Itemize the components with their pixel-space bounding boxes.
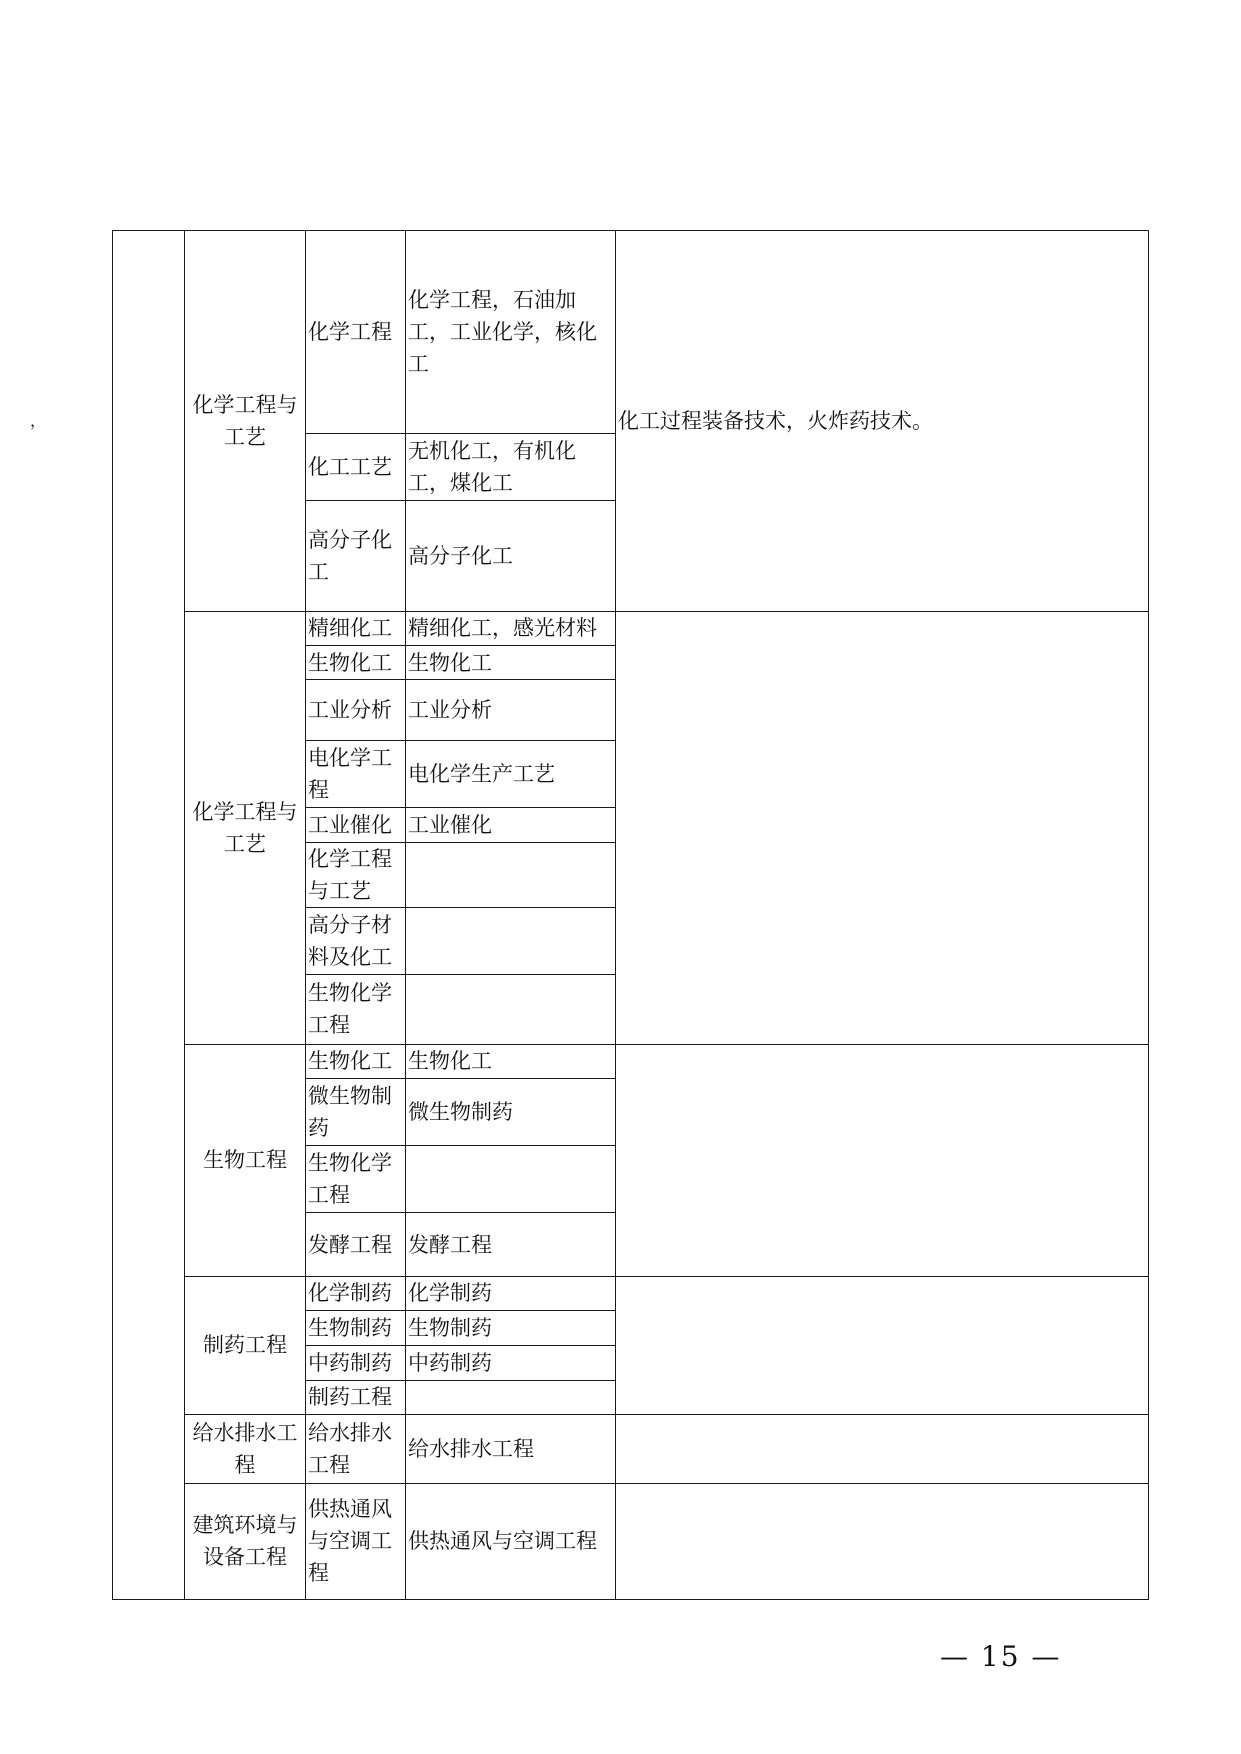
former-major-cell: 生物制药 xyxy=(406,1311,616,1346)
table-row xyxy=(113,231,1149,434)
table-row xyxy=(113,611,1149,645)
former-major-cell: 微生物制药 xyxy=(406,1078,616,1145)
major-name-cell: 精细化工 xyxy=(306,611,406,645)
major-name-cell: 生物化工 xyxy=(306,645,406,679)
notes-cell xyxy=(616,1276,1149,1414)
major-name-cell: 化工工艺 xyxy=(306,433,406,500)
former-major-cell: 生物化工 xyxy=(406,1044,616,1078)
former-major-cell: 化学工程，石油加工，工业化学，核化工 xyxy=(406,231,616,434)
major-name-cell: 制药工程 xyxy=(306,1380,406,1414)
table-row xyxy=(113,1483,1149,1599)
former-major-cell: 精细化工，感光材料 xyxy=(406,611,616,645)
table-row xyxy=(113,1276,1149,1310)
major-name-cell: 化学工程与工艺 xyxy=(306,842,406,908)
former-major-cell: 工业催化 xyxy=(406,808,616,842)
major-name-cell: 生物化学工程 xyxy=(306,974,406,1044)
stray-mark: ， xyxy=(30,411,47,430)
former-major-cell: 化学制药 xyxy=(406,1276,616,1310)
category-cell: 生物工程 xyxy=(185,1044,306,1276)
former-major-cell xyxy=(406,908,616,975)
major-name-cell: 生物化学工程 xyxy=(306,1145,406,1213)
major-name-cell: 生物制药 xyxy=(306,1311,406,1346)
major-name-cell: 供热通风与空调工程 xyxy=(306,1483,406,1599)
former-major-cell xyxy=(406,1145,616,1213)
discipline-cell xyxy=(113,231,185,1600)
table-row xyxy=(113,1415,1149,1484)
former-major-cell xyxy=(406,842,616,908)
former-major-cell: 给水排水工程 xyxy=(406,1415,616,1484)
major-name-cell: 高分子化工 xyxy=(306,500,406,611)
category-cell: 制药工程 xyxy=(185,1276,306,1414)
major-table xyxy=(112,230,1149,1600)
former-major-cell: 生物化工 xyxy=(406,645,616,679)
major-name-cell: 生物化工 xyxy=(306,1044,406,1078)
former-major-cell xyxy=(406,1380,616,1414)
page-number: — 15 — xyxy=(940,1640,1062,1673)
former-major-cell xyxy=(406,974,616,1044)
major-name-cell: 微生物制药 xyxy=(306,1078,406,1145)
major-name-cell: 中药制药 xyxy=(306,1346,406,1380)
table-row xyxy=(113,1044,1149,1078)
former-major-cell: 电化学生产工艺 xyxy=(406,740,616,808)
major-name-cell: 给水排水工程 xyxy=(306,1415,406,1484)
notes-cell xyxy=(616,611,1149,1044)
category-cell: 化学工程与工艺 xyxy=(185,611,306,1044)
major-name-cell: 发酵工程 xyxy=(306,1213,406,1277)
former-major-cell: 中药制药 xyxy=(406,1346,616,1380)
notes-cell xyxy=(616,1415,1149,1484)
former-major-cell: 工业分析 xyxy=(406,680,616,741)
notes-cell xyxy=(616,1044,1149,1276)
major-name-cell: 化学工程 xyxy=(306,231,406,434)
major-name-cell: 电化学工程 xyxy=(306,740,406,808)
major-name-cell: 高分子材料及化工 xyxy=(306,908,406,975)
category-cell: 给水排水工程 xyxy=(185,1415,306,1484)
major-name-cell: 化学制药 xyxy=(306,1276,406,1310)
major-name-cell: 工业催化 xyxy=(306,808,406,842)
notes-cell: 化工过程装备技术，火炸药技术。 xyxy=(616,231,1149,612)
major-table-body xyxy=(113,231,1149,1600)
category-cell: 建筑环境与设备工程 xyxy=(185,1483,306,1599)
former-major-cell: 无机化工，有机化工，煤化工 xyxy=(406,433,616,500)
former-major-cell: 发酵工程 xyxy=(406,1213,616,1277)
category-cell: 化学工程与工艺 xyxy=(185,231,306,612)
former-major-cell: 供热通风与空调工程 xyxy=(406,1483,616,1599)
notes-cell xyxy=(616,1483,1149,1599)
major-name-cell: 工业分析 xyxy=(306,680,406,741)
former-major-cell: 高分子化工 xyxy=(406,500,616,611)
